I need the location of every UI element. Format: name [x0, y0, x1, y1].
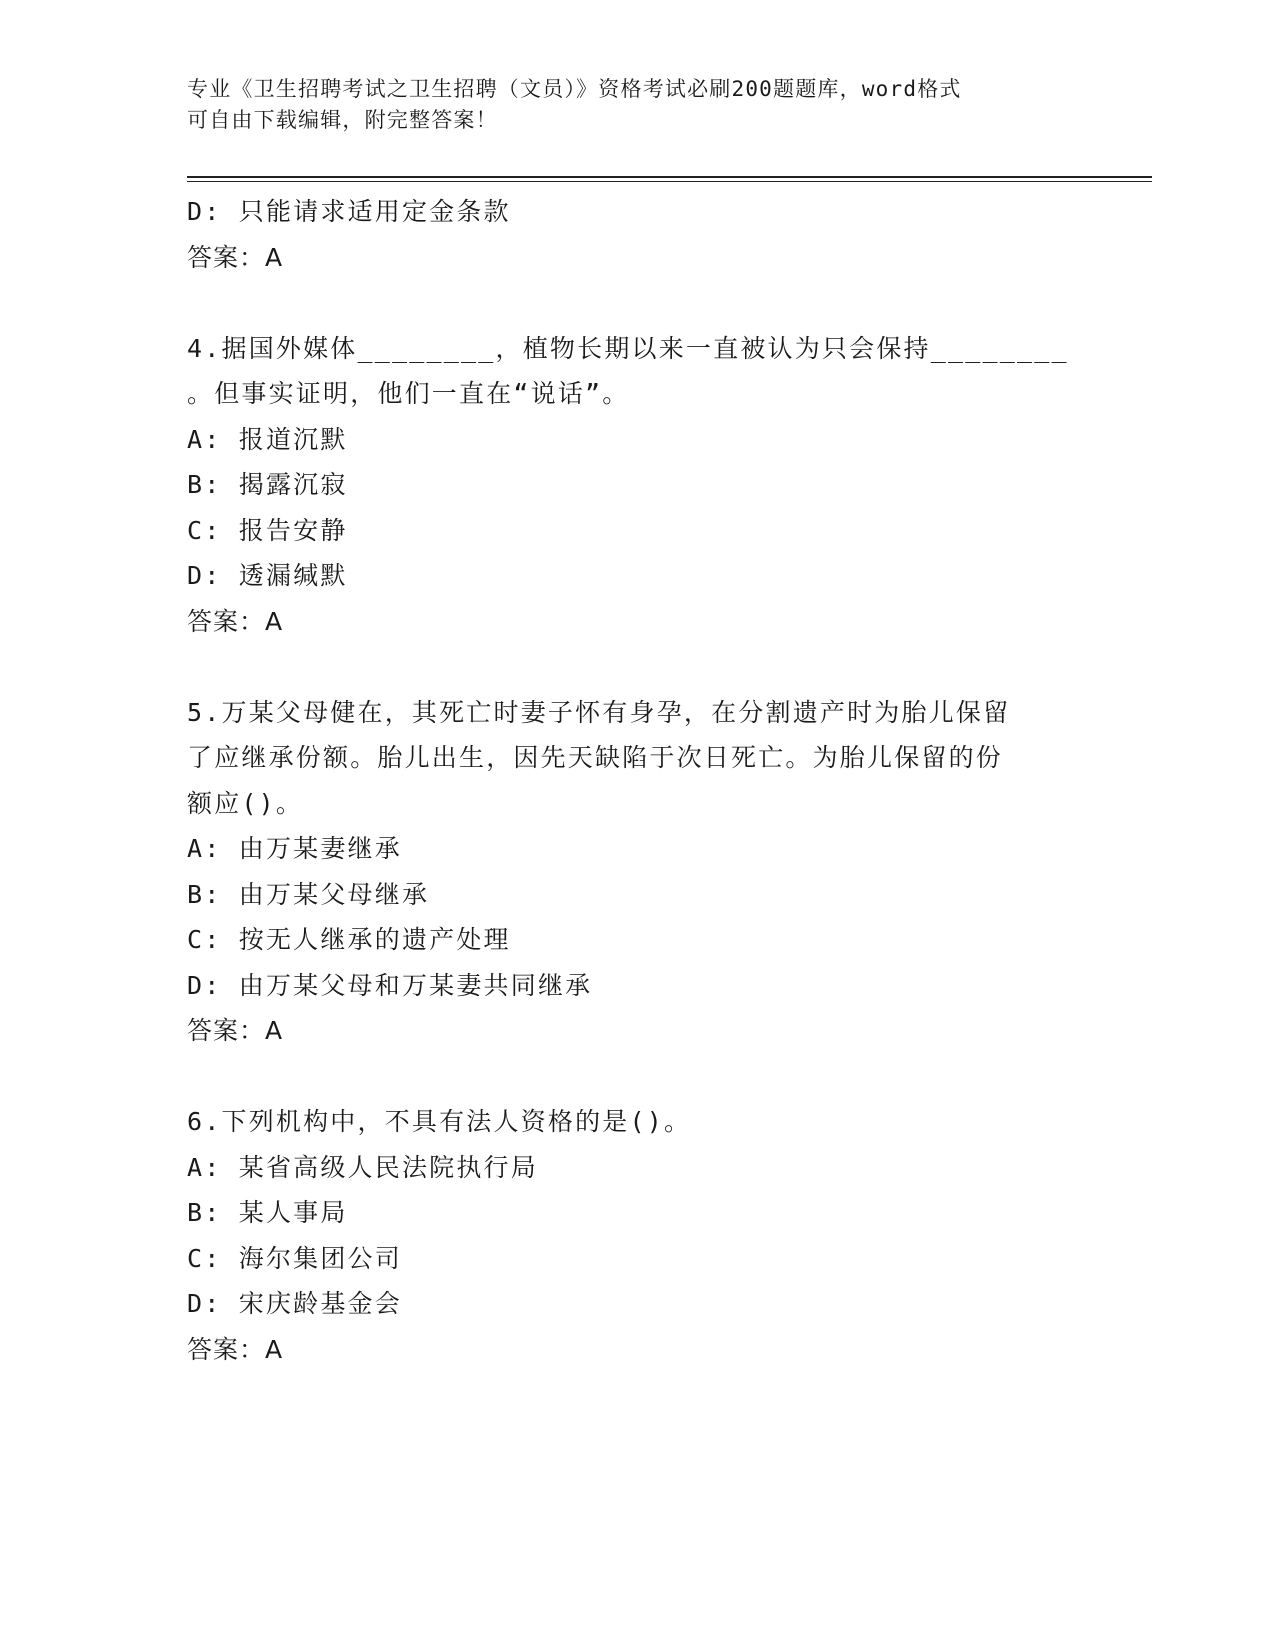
option-d: D: 透漏缄默: [187, 561, 348, 590]
answer-line: 答案：A: [187, 242, 284, 272]
option-b: B: 揭露沉寂: [187, 470, 348, 499]
option-a: A: 报道沉默: [187, 424, 348, 454]
option-c: C: 报告安静: [187, 515, 348, 545]
option-c: C: 按无人继承的遗产处理: [187, 925, 511, 954]
question-stem-line: 额应()。: [187, 788, 304, 818]
question-6: [187, 1099, 1067, 1372]
answer-line: 答案：A: [187, 1334, 284, 1364]
option-d: D: 由万某父母和万某妻共同继承: [187, 970, 593, 1000]
question-fragment: [187, 189, 1067, 280]
question-stem-line: 。但事实证明，他们一直在“说话”。: [187, 379, 630, 408]
question-stem-line: 6.下列机构中，不具有法人资格的是()。: [187, 1107, 692, 1136]
header-rule-thick: [187, 176, 1152, 178]
option-a: A: 某省高级人民法院执行局: [187, 1152, 538, 1182]
option-b: B: 某人事局: [187, 1198, 348, 1227]
spacer: [187, 280, 1067, 326]
question-content: [187, 189, 1067, 1372]
question-stem-line: 5.万某父母健在，其死亡时妻子怀有身孕，在分割遗产时为胎儿保留: [187, 697, 1011, 727]
spacer: [187, 1054, 1067, 1100]
question-stem-line: 了应继承份额。胎儿出生，因先天缺陷于次日死亡。为胎儿保留的份: [187, 743, 1004, 772]
question-4: [187, 326, 1067, 645]
question-stem-line: 4.据国外媒体________，植物长期以来一直被认为只会保持________: [187, 333, 1069, 363]
spacer: [187, 644, 1067, 690]
answer-line: 答案：A: [187, 1016, 284, 1045]
header-line-2: 可自由下载编辑，附完整答案！: [187, 108, 498, 132]
header-line-1: 专业《卫生招聘考试之卫生招聘（文员）》资格考试必刷200题题库，word格式: [187, 77, 962, 101]
question-5: [187, 690, 1067, 1054]
answer-line: 答案：A: [187, 606, 284, 636]
page-header: [187, 74, 1067, 136]
option-d: D: 宋庆龄基金会: [187, 1289, 402, 1318]
option-c: C: 海尔集团公司: [187, 1243, 402, 1273]
header-rule-thin: [187, 181, 1152, 182]
option-d: D: 只能请求适用定金条款: [187, 197, 511, 226]
option-b: B: 由万某父母继承: [187, 879, 430, 909]
option-a: A: 由万某妻继承: [187, 834, 402, 863]
